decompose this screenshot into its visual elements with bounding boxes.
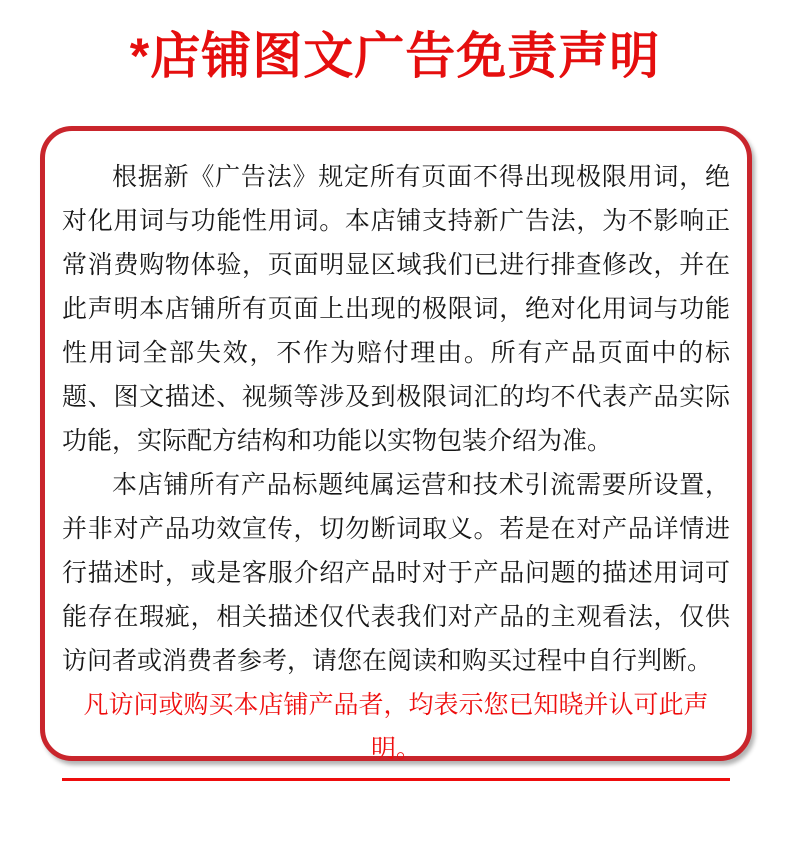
disclaimer-paragraph-1: 根据新《广告法》规定所有页面不得出现极限用词，绝对化用词与功能性用词。本店铺支持新广告法，为不影响正常消费购物体验，页面明显区域我们已进行排查修改，并在此声明本店铺所有页面上出现的极限词，绝对化用词与功能性用词全部失效，不作为赔付理由。所有产品页面中的标题、图文描述、视频等涉及到极限词汇的均不代表产品实际功能，实际配方结构和功能以实物包装介绍为准。 — [62, 163, 730, 455]
page-title: *店铺图文广告免责声明 — [129, 28, 661, 84]
disclaimer-highlight-line — [62, 683, 730, 781]
disclaimer-highlight-text: 凡访问或购买本店铺产品者，均表示您已知晓并认可此声明。 — [62, 683, 730, 781]
disclaimer-paragraph-2: 本店铺所有产品标题纯属运营和技术引流需要所设置，并非对产品功效宣传，切勿断词取义。若是在对产品详情进行描述时，或是客服介绍产品时对于产品问题的描述用词可能存在瑕疵，相关描述仅代表我们对产品的主观看法，仅供访问者或消费者参考，请您在阅读和购买过程中自行判断。 — [62, 471, 730, 675]
disclaimer-box — [40, 126, 752, 761]
